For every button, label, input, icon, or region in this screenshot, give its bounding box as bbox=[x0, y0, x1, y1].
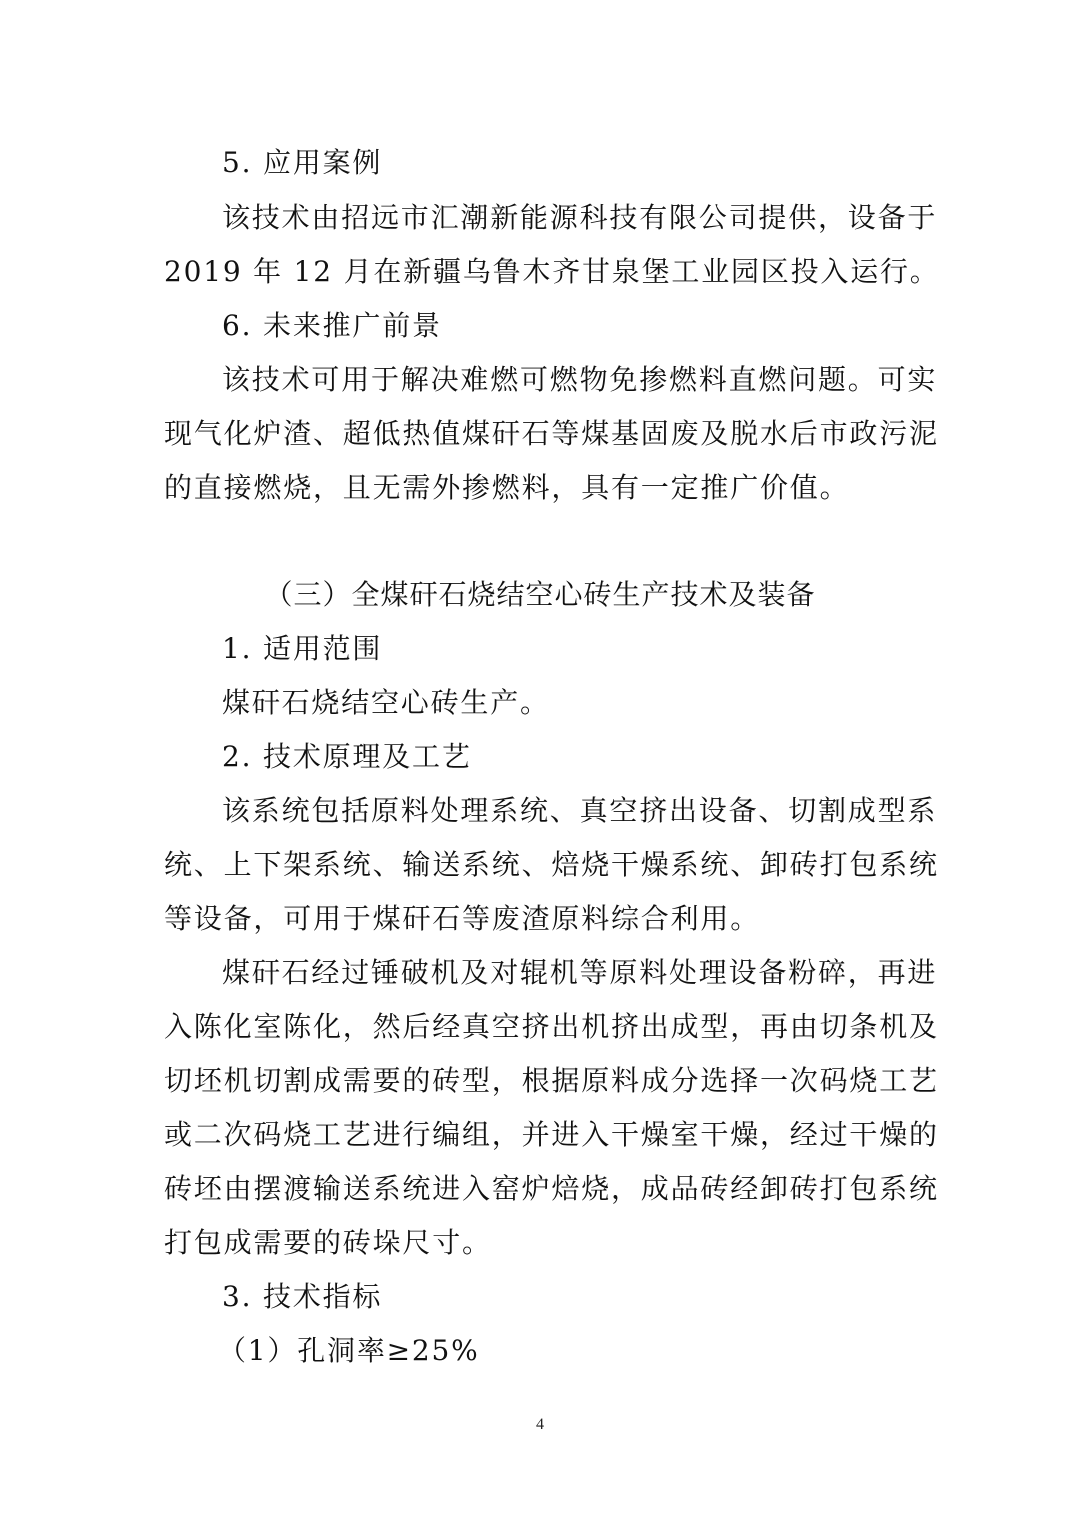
part-3-s2-para1-line-3: 等设备，可用于煤矸石等废渣原料综合利用。 bbox=[164, 902, 761, 935]
page-number: 4 bbox=[536, 1416, 544, 1433]
part-3-s2-heading: 2. 技术原理及工艺 bbox=[222, 740, 472, 773]
section-6-para-line-3: 的直接燃烧，且无需外掺燃料，具有一定推广价值。 bbox=[164, 471, 850, 504]
part-3-s2-para2-line-1: 煤矸石经过锤破机及对辊机等原料处理设备粉碎，再进 bbox=[222, 956, 938, 989]
part-3-s2-para2-line-2: 入陈化室陈化，然后经真空挤出机挤出成型，再由切条机及 bbox=[164, 1010, 939, 1043]
part-3-s2-para2-line-3: 切坯机切割成需要的砖型，根据原料成分选择一次码烧工艺 bbox=[164, 1064, 939, 1097]
section-6-heading: 6. 未来推广前景 bbox=[222, 309, 442, 342]
part-3-s3-heading: 3. 技术指标 bbox=[222, 1280, 383, 1313]
part-3-s2-para2-line-6: 打包成需要的砖垛尺寸。 bbox=[164, 1226, 492, 1259]
part-3-s3-item-1: （1）孔洞率≥25% bbox=[218, 1334, 480, 1367]
part-3-s2-para1-line-1: 该系统包括原料处理系统、真空挤出设备、切割成型系 bbox=[222, 794, 938, 827]
part-3-s1-heading: 1. 适用范围 bbox=[222, 632, 383, 665]
part-3-s2-para2-line-5: 砖坯由摆渡输送系统进入窑炉焙烧，成品砖经卸砖打包系统 bbox=[164, 1172, 939, 1205]
section-5-para-line-2: 2019 年 12 月在新疆乌鲁木齐甘泉堡工业园区投入运行。 bbox=[164, 255, 940, 288]
part-3-title: （三）全煤矸石烧结空心砖生产技术及装备 bbox=[264, 578, 816, 611]
part-3-s2-para2-line-4: 或二次码烧工艺进行编组，并进入干燥室干燥，经过干燥的 bbox=[164, 1118, 939, 1151]
part-3-s1-para: 煤矸石烧结空心砖生产。 bbox=[222, 686, 550, 719]
part-3-s2-para1-line-2: 统、上下架系统、输送系统、焙烧干燥系统、卸砖打包系统 bbox=[164, 848, 939, 881]
section-5-para-line-1: 该技术由招远市汇潮新能源科技有限公司提供，设备于 bbox=[222, 201, 938, 234]
section-6-para-line-1: 该技术可用于解决难燃可燃物免掺燃料直燃问题。可实 bbox=[222, 363, 938, 396]
section-5-heading: 5. 应用案例 bbox=[222, 146, 383, 179]
section-6-para-line-2: 现气化炉渣、超低热值煤矸石等煤基固废及脱水后市政污泥 bbox=[164, 417, 939, 450]
